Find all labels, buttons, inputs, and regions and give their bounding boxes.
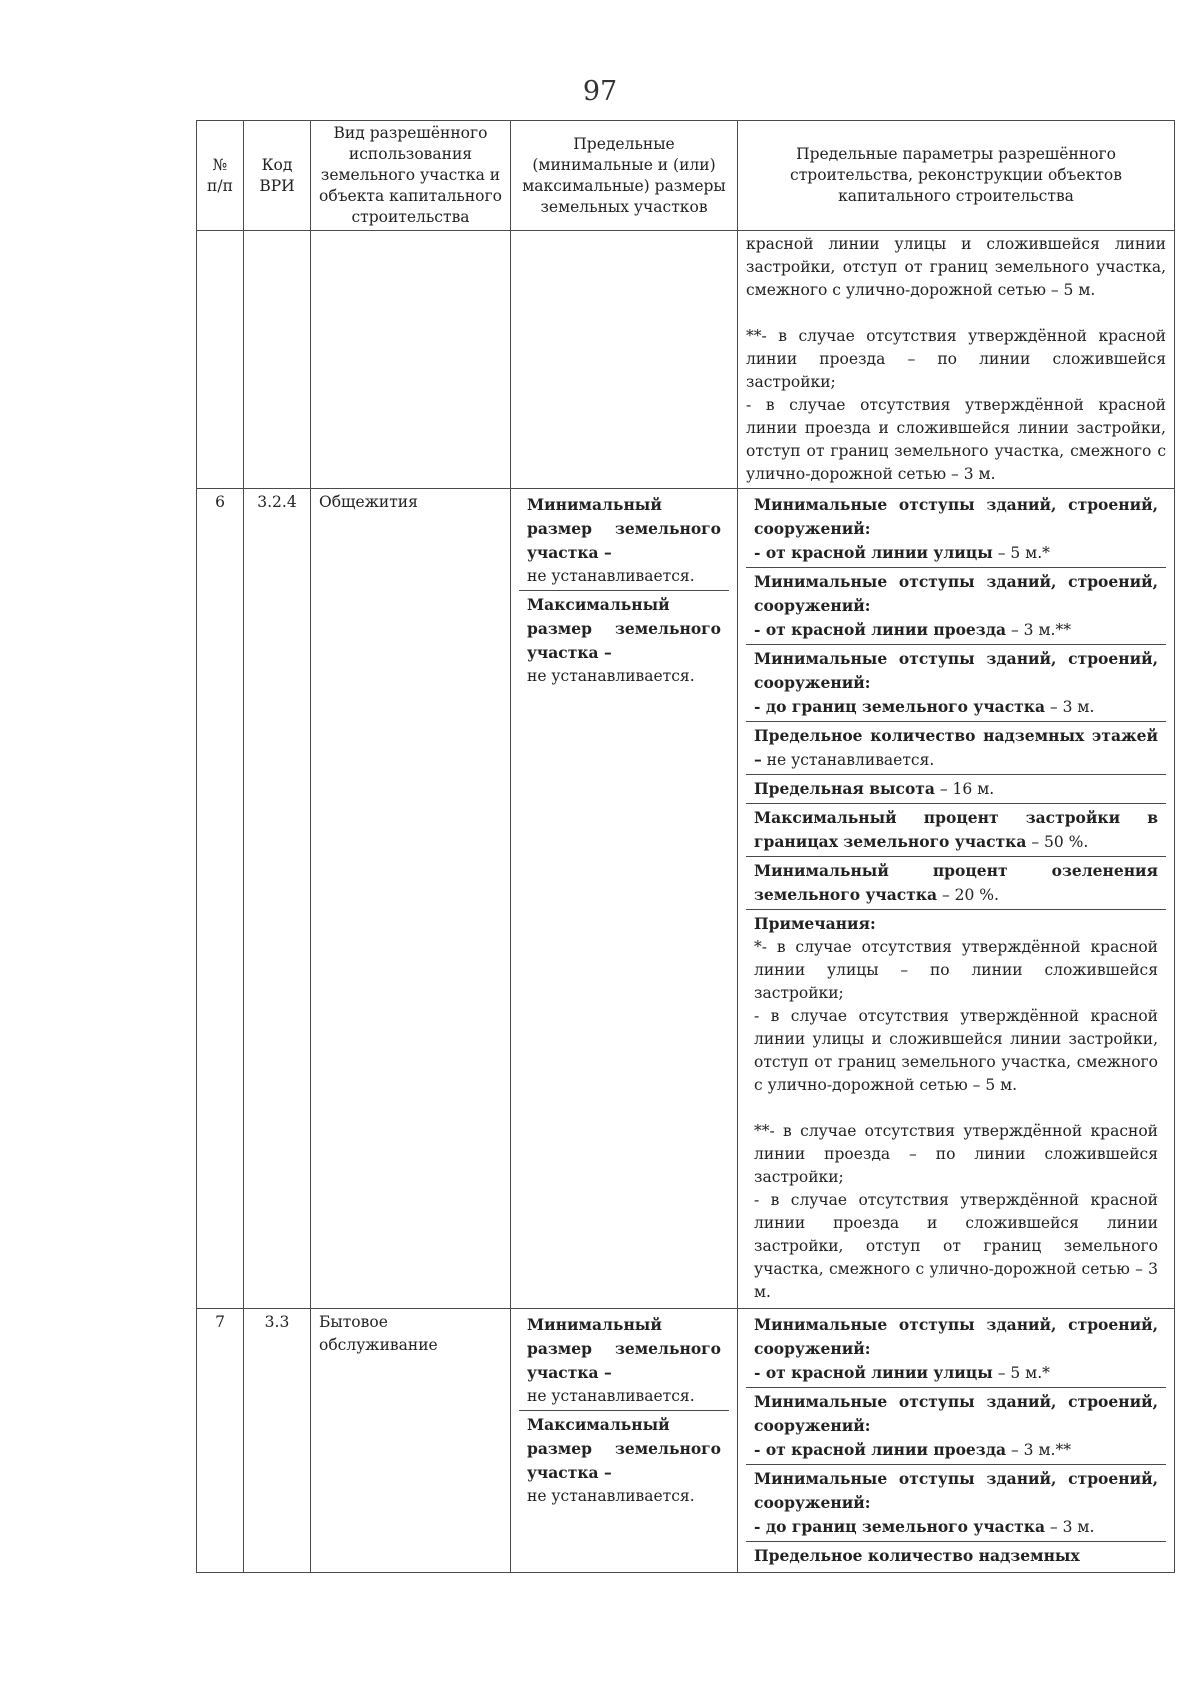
table-row-continuation [197, 231, 1175, 489]
param-floors: Предельное количество надземных этажей – не устанавливается. [746, 721, 1166, 774]
row-name: Бытовое обслуживание [311, 1309, 511, 1573]
row-num: 7 [197, 1309, 244, 1573]
row-code: 3.3 [244, 1309, 311, 1573]
row-params [738, 489, 1175, 1309]
param-notes: Примечания: *- в случае отсутствия утверждённой красной линии улицы – по линии сложившейся застройки; - в случае отсутствия утверждённой красной линии улицы и сложившейся линии застройки, отступ от границ земельного участка, смежного с улично-дорожной сетью – 5 м. **- в случае отсутствия утверждённой красной линии проезда – по линии сложившейся застройки; - в случае отсутствия утверждённой красной линии проезда и сложившейся линии застройки, отступ от границ земельного участка, смежного с улично-дорожной сетью – 3 м. [746, 909, 1166, 1306]
param-street-setback: Минимальные отступы зданий, строений, сооружений: - от красной линии улицы – 5 м.* [754, 1315, 1158, 1382]
param-height: Предельная высота – 16 м. [746, 774, 1166, 803]
continuation-notes [738, 231, 1175, 489]
continuation-p3: - в случае отсутствия утверждённой красной линии проезда и сложившейся линии застройки, отступ от границ земельного участка, смежного с улично-дорожной сетью – 3 м. [746, 396, 1166, 483]
param-build-percent: Максимальный процент застройки в границах земельного участка – 50 %. [746, 803, 1166, 856]
param-drive-setback: Минимальные отступы зданий, строений, сооружений: - от красной линии проезда – 3 м.** [746, 1387, 1166, 1464]
header-size: Предельные (минимальные и (или) максимальные) размеры земельных участков [511, 121, 738, 231]
header-code: Код ВРИ [244, 121, 311, 231]
param-street-setback: Минимальные отступы зданий, строений, сооружений: - от красной линии улицы – 5 м.* [754, 495, 1158, 562]
min-size: Минимальный размер земельного участка – не устанавливается. [527, 1315, 721, 1405]
row-sizes [511, 489, 738, 1309]
row-code: 3.2.4 [244, 489, 311, 1309]
table-header-row [197, 121, 1175, 231]
row-sizes [511, 1309, 738, 1573]
header-type: Вид разрешённого использования земельного участка и объекта капитального строительства [311, 121, 511, 231]
table-row [197, 1309, 1175, 1573]
continuation-p1: красной линии улицы и сложившейся линии застройки, отступ от границ земельного участка, смежного с улично-дорожной сетью – 5 м. [746, 235, 1166, 299]
row-num: 6 [197, 489, 244, 1309]
param-border-setback: Минимальные отступы зданий, строений, сооружений: - до границ земельного участка – 3 м. [746, 644, 1166, 721]
param-green-percent: Минимальный процент озеленения земельного участка – 20 %. [746, 856, 1166, 909]
continuation-p2: **- в случае отсутствия утверждённой красной линии проезда – по линии сложившейся застройки; [746, 327, 1166, 391]
regulations-table [196, 120, 1175, 1573]
min-size: Минимальный размер земельного участка – не устанавливается. [527, 495, 721, 585]
param-floors: Предельное количество надземных [746, 1541, 1166, 1570]
header-params: Предельные параметры разрешённого строительства, реконструкции объектов капитального строительства [738, 121, 1175, 231]
row-params [738, 1309, 1175, 1573]
notes-title: Примечания: [754, 914, 876, 933]
header-num: № п/п [197, 121, 244, 231]
param-border-setback: Минимальные отступы зданий, строений, сооружений: - до границ земельного участка – 3 м. [746, 1464, 1166, 1541]
max-size: Максимальный размер земельного участка – не устанавливается. [519, 590, 729, 690]
table-row [197, 489, 1175, 1309]
row-name: Общежития [311, 489, 511, 1309]
max-size: Максимальный размер земельного участка – не устанавливается. [519, 1410, 729, 1510]
param-drive-setback: Минимальные отступы зданий, строений, сооружений: - от красной линии проезда – 3 м.** [746, 567, 1166, 644]
page-number: 97 [582, 76, 618, 107]
